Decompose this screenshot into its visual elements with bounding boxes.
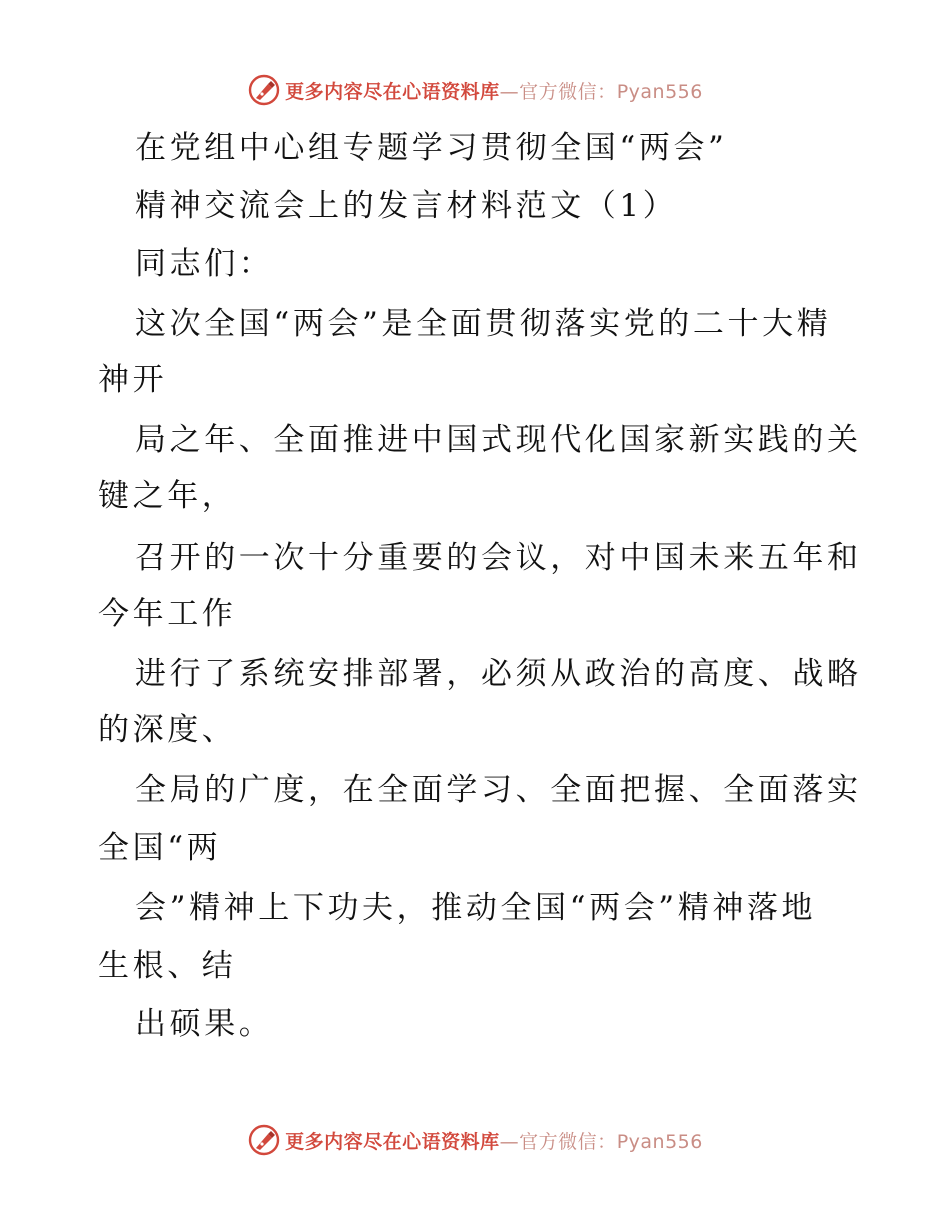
paragraph-line: 局之年、全面推进中国式现代化国家新实践的关 [135,422,862,458]
document-title-line-2: 精神交流会上的发言材料范文（1） [135,188,678,224]
paragraph-line: 这次全国“两会”是全面贯彻落实党的二十大精 [135,306,832,342]
paragraph-line: 召开的一次十分重要的会议，对中国未来五年和 [135,540,862,576]
watermark-label: 官方微信： [519,80,617,103]
watermark-dash: — [499,80,520,103]
paragraph-line: 今年工作 [98,596,237,632]
watermark-id: Pyan556 [616,80,703,103]
paragraph-line: 的深度、 [98,712,237,748]
paragraph-line: 全局的广度，在全面学习、全面把握、全面落实 [135,772,862,808]
watermark-label: 官方微信： [519,1130,617,1153]
watermark-text [285,77,703,104]
header-watermark [0,72,950,108]
footer-watermark [0,1122,950,1158]
paragraph-line: 进行了系统安排部署，必须从政治的高度、战略 [135,656,862,692]
paragraph-line: 出硕果。 [135,1006,274,1042]
watermark-id: Pyan556 [616,1130,703,1153]
greeting: 同志们： [135,246,274,282]
watermark-dash: — [499,1130,520,1153]
watermark-text [285,1127,703,1154]
document-title-line-1: 在党组中心组专题学习贯彻全国“两会” [135,130,728,166]
pen-nib-logo-icon [247,73,281,107]
paragraph-line: 生根、结 [98,948,237,984]
watermark-main: 更多内容尽在心语资料库 [285,1130,500,1153]
paragraph-line: 会”精神上下功夫，推动全国“两会”精神落地 [135,890,817,926]
paragraph-line: 键之年， [98,478,237,514]
pen-nib-logo-icon [247,1123,281,1157]
paragraph-line: 全国“两 [98,830,222,866]
paragraph-line: 神开 [98,362,168,398]
watermark-main: 更多内容尽在心语资料库 [285,80,500,103]
